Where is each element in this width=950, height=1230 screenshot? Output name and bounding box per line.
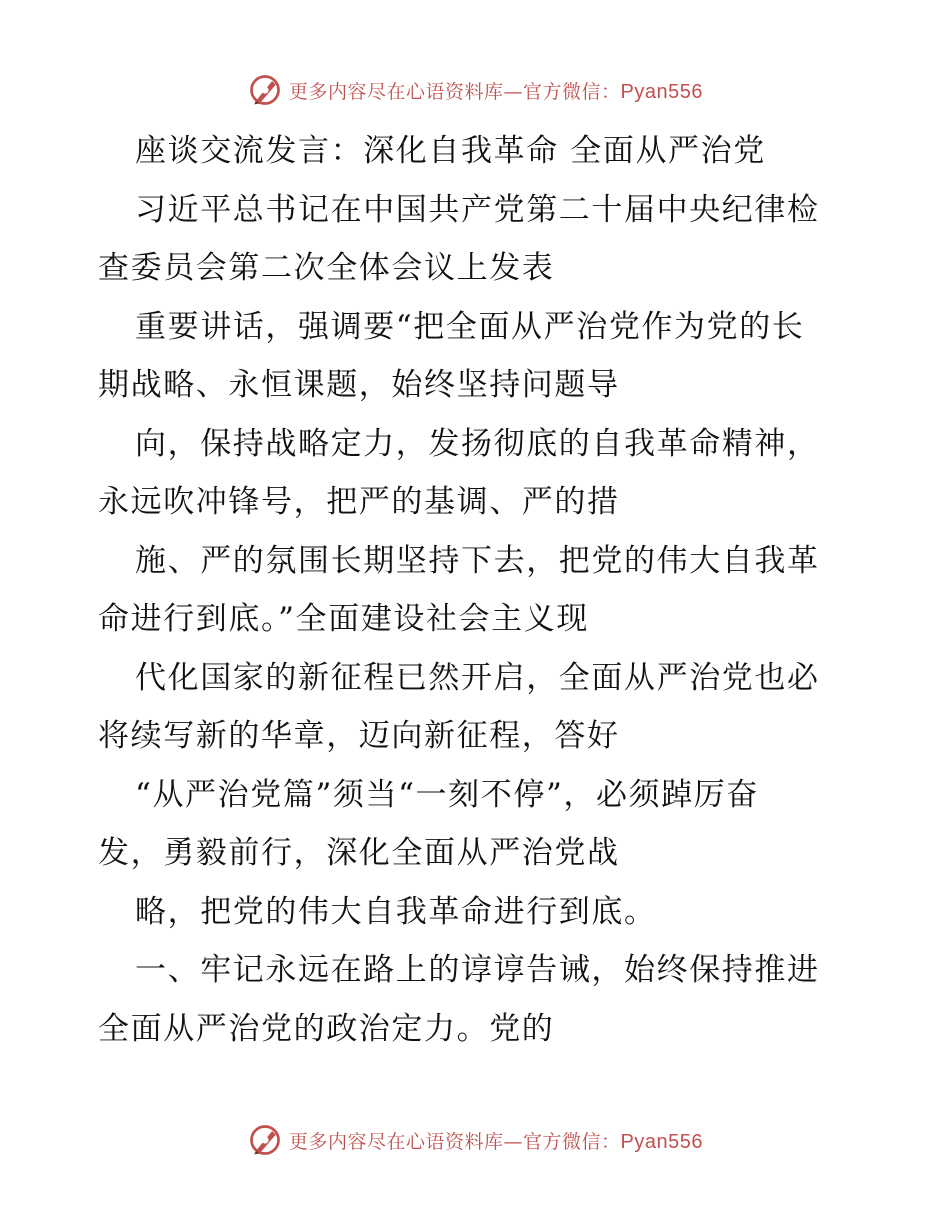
footer-banner-title: 更多内容尽在心语资料库 (289, 1130, 504, 1153)
text-line: 习近平总书记在中国共产党第二十届中央纪律检 (135, 191, 820, 228)
pen-logo-icon (247, 1122, 283, 1158)
footer-wechat-id: Pyan556 (620, 1130, 703, 1153)
text-line: 向，保持战略定力，发扬彻底的自我革命精神， (135, 425, 820, 462)
section-heading-line: 一、牢记永远在路上的谆谆告诫，始终保持推进 (135, 952, 820, 988)
text-line: 发，勇毅前行，深化全面从严治党战 (98, 835, 620, 871)
document-title: 座谈交流发言：深化自我革命 全面从严治党 (135, 133, 766, 169)
text-line: 施、严的氛围长期坚持下去，把党的伟大自我革 (135, 542, 820, 579)
footer-wechat-label: 官方微信： (523, 1130, 621, 1153)
text-line: 永远吹冲锋号，把严的基调、严的措 (98, 484, 620, 520)
footer-banner-text (289, 1127, 703, 1154)
header-banner-separator: — (503, 80, 524, 103)
header-banner-text (289, 77, 703, 104)
text-line: “从严治党篇”须当“一刻不停”，必须踔厉奋 (135, 776, 759, 813)
header-banner-title: 更多内容尽在心语资料库 (289, 80, 504, 103)
text-line: 期战略、永恒课题，始终坚持问题导 (98, 367, 620, 403)
pen-logo-icon (247, 72, 283, 108)
text-line: 略，把党的伟大自我革命进行到底。 (135, 893, 657, 930)
text-line: 命进行到底。”全面建设社会主义现 (98, 601, 589, 637)
footer-banner (0, 1122, 950, 1158)
text-line: 全面从严治党的政治定力。党的 (98, 1010, 555, 1047)
header-banner (0, 72, 950, 108)
text-line: 代化国家的新征程已然开启，全面从严治党也必 (135, 659, 820, 696)
header-wechat-label: 官方微信： (523, 80, 621, 103)
footer-banner-separator: — (503, 1130, 524, 1153)
text-line: 查委员会第二次全体会议上发表 (98, 250, 555, 286)
text-line: 重要讲话，强调要“把全面从严治党作为党的长 (135, 308, 805, 345)
text-line: 将续写新的华章，迈向新征程，答好 (98, 718, 620, 754)
document-body (98, 122, 858, 1058)
header-wechat-id: Pyan556 (620, 80, 703, 103)
